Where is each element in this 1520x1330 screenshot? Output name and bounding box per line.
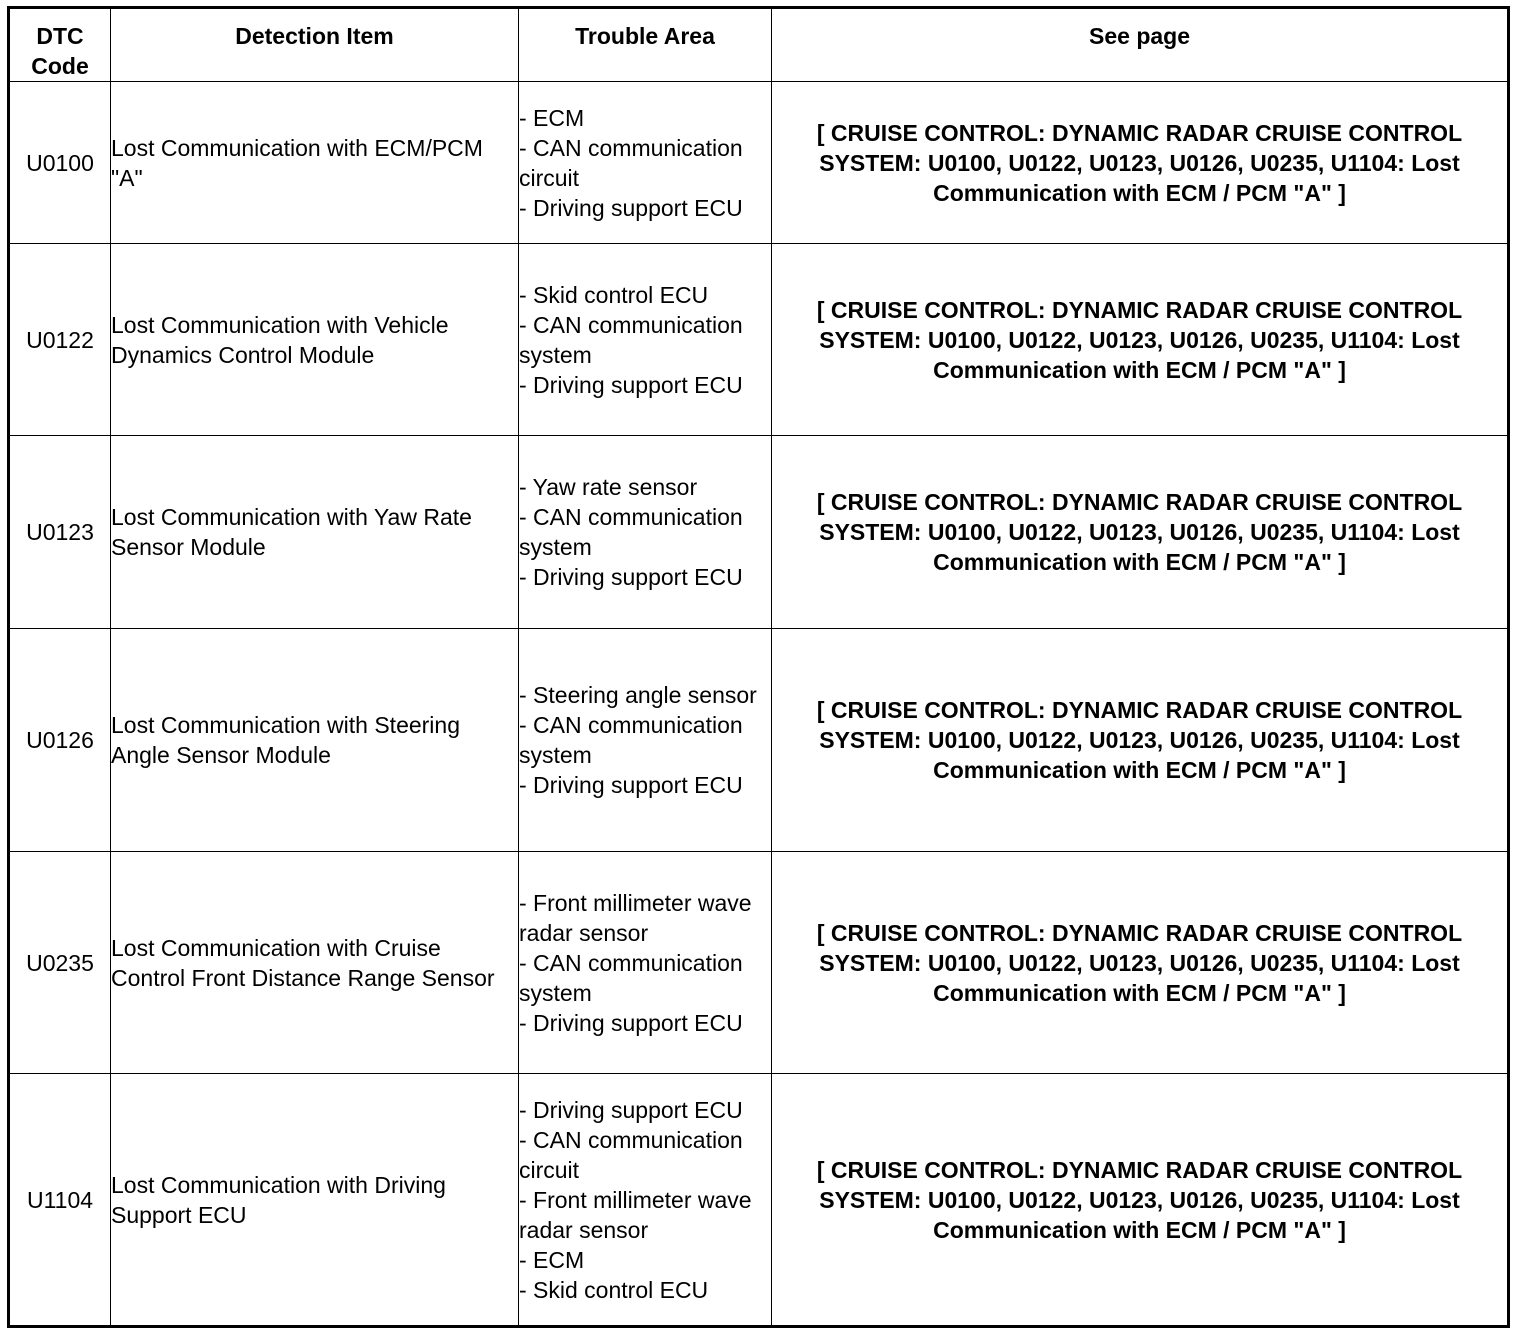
trouble-area-item: - CAN communication system [519,712,743,768]
dtc-code-cell: U0100 [9,82,111,244]
trouble-area-cell [519,82,772,244]
trouble-area-item: - Driving support ECU [519,371,743,398]
trouble-area-item: - CAN communication system [519,949,743,1006]
see-page-reference[interactable]: [ CRUISE CONTROL: DYNAMIC RADAR CRUISE CONTROL SYSTEM: U0100, U0122, U0123, U0126, U0235, U1104: Lost Communication with ECM / PCM "A" ] [772,629,1509,852]
dtc-code-cell: U0123 [9,436,111,629]
trouble-area-item: - CAN communication system [519,504,743,560]
trouble-area-item: - Driving support ECU [519,772,743,798]
detection-item-cell: Lost Communication with Vehicle Dynamics Control Module [111,244,519,436]
header-dtc-code: DTC Code [9,8,111,82]
see-page-reference[interactable]: [ CRUISE CONTROL: DYNAMIC RADAR CRUISE CONTROL SYSTEM: U0100, U0122, U0123, U0126, U0235, U1104: Lost Communication with ECM / PCM "A" ] [772,82,1509,244]
table-row [9,82,1509,244]
detection-item-cell: Lost Communication with Yaw Rate Sensor Module [111,436,519,629]
dtc-code-cell: U0126 [9,629,111,852]
detection-item-cell: Lost Communication with Driving Support ECU [111,1074,519,1327]
table-row [9,1074,1509,1327]
table-header-row [9,8,1509,82]
trouble-area-item: - Skid control ECU [519,281,709,308]
trouble-area-cell [519,436,772,629]
see-page-reference[interactable]: [ CRUISE CONTROL: DYNAMIC RADAR CRUISE CONTROL SYSTEM: U0100, U0122, U0123, U0126, U0235, U1104: Lost Communication with ECM / PCM "A" ] [772,852,1509,1074]
trouble-area-item: - CAN communication system [519,311,743,368]
dtc-code-cell: U0235 [9,852,111,1074]
trouble-area-item: - Steering angle sensor [519,682,757,708]
trouble-area-cell [519,852,772,1074]
trouble-area-cell [519,1074,772,1327]
table-row [9,436,1509,629]
trouble-area-item: - Front millimeter wave radar sensor [519,1186,752,1243]
table-row [9,629,1509,852]
see-page-reference[interactable]: [ CRUISE CONTROL: DYNAMIC RADAR CRUISE CONTROL SYSTEM: U0100, U0122, U0123, U0126, U0235, U1104: Lost Communication with ECM / PCM "A" ] [772,244,1509,436]
header-detection-item: Detection Item [111,8,519,82]
detection-item-cell: Lost Communication with Steering Angle Sensor Module [111,629,519,852]
trouble-area-item: - Skid control ECU [519,1276,709,1303]
trouble-area-item: - ECM [519,1246,585,1273]
trouble-area-item: - CAN communication circuit [519,134,743,191]
dtc-table [7,6,1510,1328]
trouble-area-item: - Driving support ECU [519,564,743,590]
trouble-area-item: - Yaw rate sensor [519,474,698,500]
trouble-area-cell [519,629,772,852]
dtc-code-cell: U1104 [9,1074,111,1327]
table-row [9,852,1509,1074]
trouble-area-item: - Driving support ECU [519,1096,743,1123]
dtc-code-cell: U0122 [9,244,111,436]
trouble-area-item: - Driving support ECU [519,194,743,221]
detection-item-cell: Lost Communication with Cruise Control Front Distance Range Sensor [111,852,519,1074]
trouble-area-item: - Driving support ECU [519,1009,743,1036]
see-page-reference[interactable]: [ CRUISE CONTROL: DYNAMIC RADAR CRUISE CONTROL SYSTEM: U0100, U0122, U0123, U0126, U0235, U1104: Lost Communication with ECM / PCM "A" ] [772,436,1509,629]
trouble-area-item: - Front millimeter wave radar sensor [519,889,752,946]
table-row [9,244,1509,436]
trouble-area-item: - CAN communication circuit [519,1126,743,1183]
trouble-area-item: - ECM [519,104,585,131]
header-trouble-area: Trouble Area [519,8,772,82]
trouble-area-cell [519,244,772,436]
see-page-reference[interactable]: [ CRUISE CONTROL: DYNAMIC RADAR CRUISE CONTROL SYSTEM: U0100, U0122, U0123, U0126, U0235, U1104: Lost Communication with ECM / PCM "A" ] [772,1074,1509,1327]
header-see-page: See page [772,8,1509,82]
detection-item-cell: Lost Communication with ECM/PCM "A" [111,82,519,244]
